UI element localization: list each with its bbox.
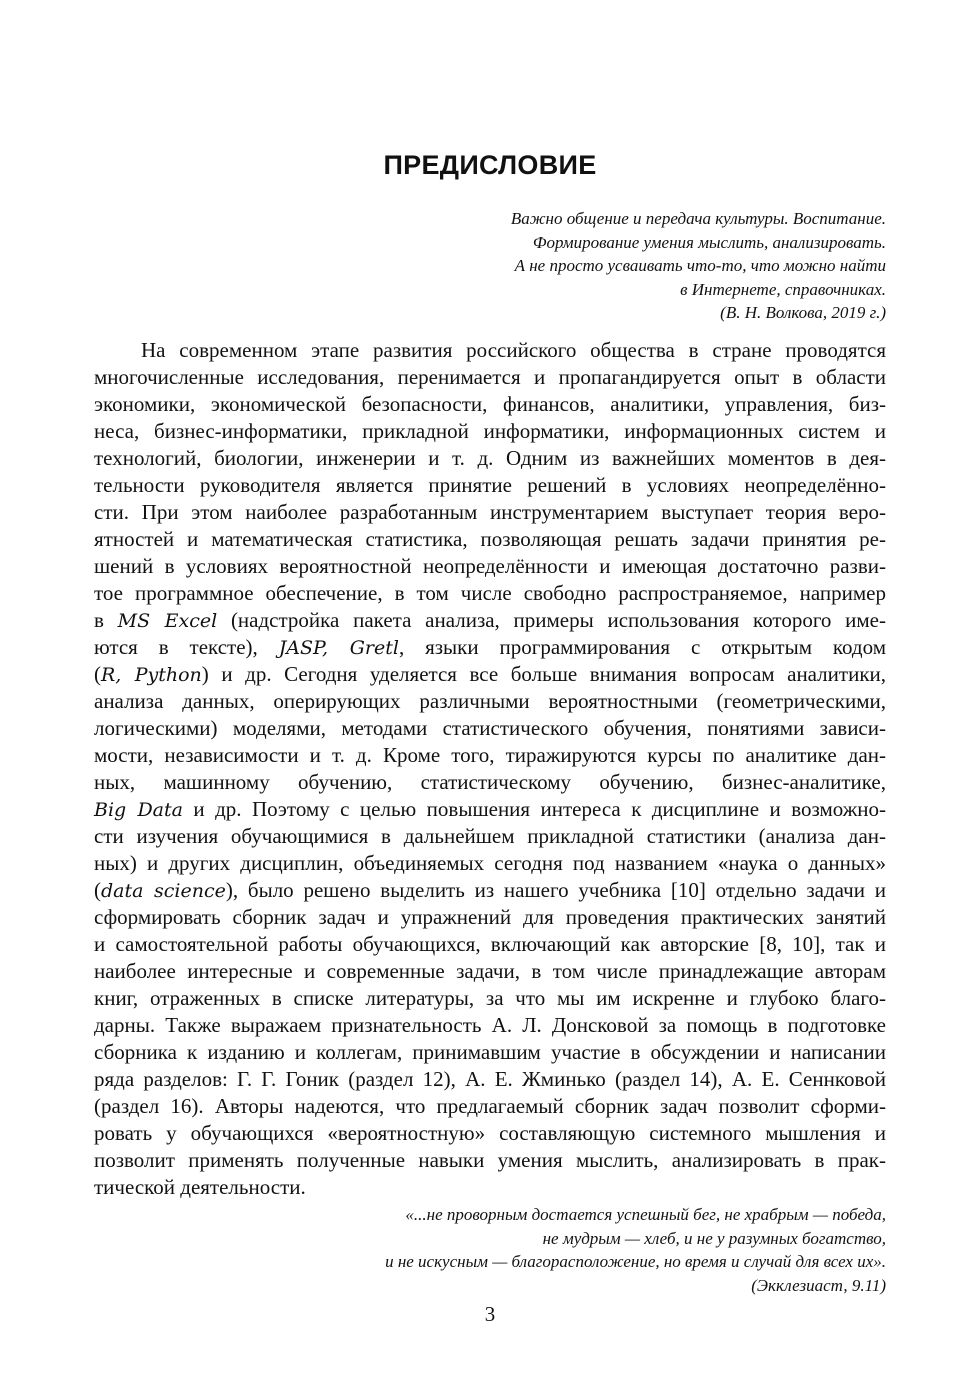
body-line: шений в условиях вероятностной неопределённости и имеющая достаточно разви-: [94, 554, 886, 578]
software-name: JASP, Gretl: [278, 637, 399, 659]
software-name: Big Data: [94, 799, 183, 821]
body-text-run: и др. Поэтому с целью повышения интереса к дисциплине и возможно-: [182, 797, 886, 821]
body-line: и самостоятельной работы обучающихся, включающий как авторские [8, 10], так и: [94, 932, 886, 956]
body-text-run: ), было решено выделить из нашего учебника [10] отдельно задачи и: [225, 878, 886, 902]
software-name: MS Excel: [117, 610, 218, 632]
epigraph-line: в Интернете, справочниках.: [680, 279, 886, 299]
body-line: ных, машинному обучению, статистическому обучению, бизнес-аналитике,: [94, 770, 886, 794]
epigraph-line: А не просто усваивать что-то, что можно найти: [514, 256, 886, 275]
body-line: книг, отраженных в списке литературы, за что мы им искренне и глубоко благо-: [94, 986, 886, 1010]
body-line: тое программное обеспечение, в том числе свободно распространяемое, например: [94, 581, 886, 605]
body-paragraph: [94, 337, 886, 1201]
body-line: сформировать сборник задач и упражнений для проведения практических занятий: [94, 905, 886, 929]
body-line: тельности руководителя является принятие решений в условиях неопределённо-: [94, 473, 886, 497]
body-line: сборника к изданию и коллегам, принимавшим участие в обсуждении и написании: [94, 1040, 886, 1064]
body-text-run: ются в тексте),: [94, 635, 279, 659]
body-line: ятностей и математическая статистика, позволяющая решать задачи принятия ре-: [94, 527, 886, 551]
body-line: позволит применять полученные навыки умения мыслить, анализировать в прак-: [94, 1148, 886, 1172]
epigraph-line: не мудрым — хлеб, и не у разумных богатство,: [542, 1228, 886, 1248]
body-line: наиболее интересные и современные задачи, в том числе принадлежащие авторам: [94, 959, 886, 983]
document-page: [94, 0, 886, 1386]
body-line: ровать у обучающихся «вероятностную» составляющую системного мышления и: [94, 1121, 886, 1145]
body-line: логическими) моделями, методами статистического обучения, понятиями зависи-: [94, 716, 886, 740]
body-line: На современном этапе развития российского общества в стране проводятся: [141, 338, 886, 362]
page-title: ПРЕДИСЛОВИЕ: [383, 150, 597, 180]
body-line: неса, бизнес-информатики, прикладной информатики, информационных систем и: [94, 419, 886, 443]
epigraph-attribution: (Экклезиаст, 9.11): [751, 1275, 886, 1295]
body-line: дарны. Также выражаем признательность А. Л. Донсковой за помощь в подготовке: [94, 1013, 886, 1037]
body-line: сти. При этом наиболее разработанным инструментарием выступает теория веро-: [94, 500, 886, 524]
body-line: [94, 877, 886, 904]
body-line: [94, 796, 886, 823]
body-text-run: (: [94, 878, 101, 902]
epigraph-line: Важно общение и передача культуры. Воспитание.: [510, 209, 886, 228]
page-number: 3: [484, 1302, 496, 1326]
epigraph-attribution: (В. Н. Волкова, 2019 г.): [720, 303, 886, 322]
body-line: [94, 661, 886, 688]
epigraph-top: [511, 207, 886, 325]
body-text-run: , языки программирования с открытым кодом: [398, 635, 886, 659]
epigraph-bottom: [385, 1203, 886, 1297]
body-text-run: ) и др. Сегодня уделяется все больше внимания вопросам аналитики,: [201, 662, 887, 686]
body-line: ных) и других дисциплин, объединяемых сегодня под названием «наука о данных»: [94, 851, 886, 875]
epigraph-line: Формирование умения мыслить, анализировать.: [532, 232, 886, 252]
software-name: data science: [101, 880, 226, 902]
body-line: мости, независимости и т. д. Кроме того, тиражируются курсы по аналитике дан-: [94, 743, 886, 767]
body-line: сти изучения обучающимися в дальнейшем прикладной статистики (анализа дан-: [94, 824, 886, 848]
epigraph-line: «...не проворным достается успешный бег, не храбрым — победа,: [405, 1205, 886, 1224]
body-text-run: (надстройка пакета анализа, примеры использования которого име-: [217, 608, 886, 632]
body-line: анализа данных, оперирующих различными вероятностными (геометрическими,: [94, 689, 886, 713]
software-name: R, Python: [101, 664, 202, 686]
body-line: [94, 607, 886, 634]
body-line: ряда разделов: Г. Г. Гоник (раздел 12), А. Е. Жминько (раздел 14), А. Е. Сеннковой: [94, 1067, 886, 1091]
body-line: многочисленные исследования, перенимается и пропагандируется опыт в области: [94, 365, 886, 389]
body-line: технологий, биологии, инженерии и т. д. Одним из важнейших моментов в дея-: [94, 446, 886, 470]
body-line: (раздел 16). Авторы надеются, что предлагаемый сборник задач позволит сформи-: [94, 1094, 886, 1118]
body-line: [94, 634, 886, 661]
body-line: тической деятельности.: [94, 1175, 306, 1199]
body-text-run: в: [94, 608, 118, 632]
body-text-run: (: [94, 662, 101, 686]
epigraph-line: и не искусным — благорасположение, но время и случай для всех их».: [385, 1252, 886, 1271]
body-line: экономики, экономической безопасности, финансов, аналитики, управления, биз-: [94, 392, 886, 416]
